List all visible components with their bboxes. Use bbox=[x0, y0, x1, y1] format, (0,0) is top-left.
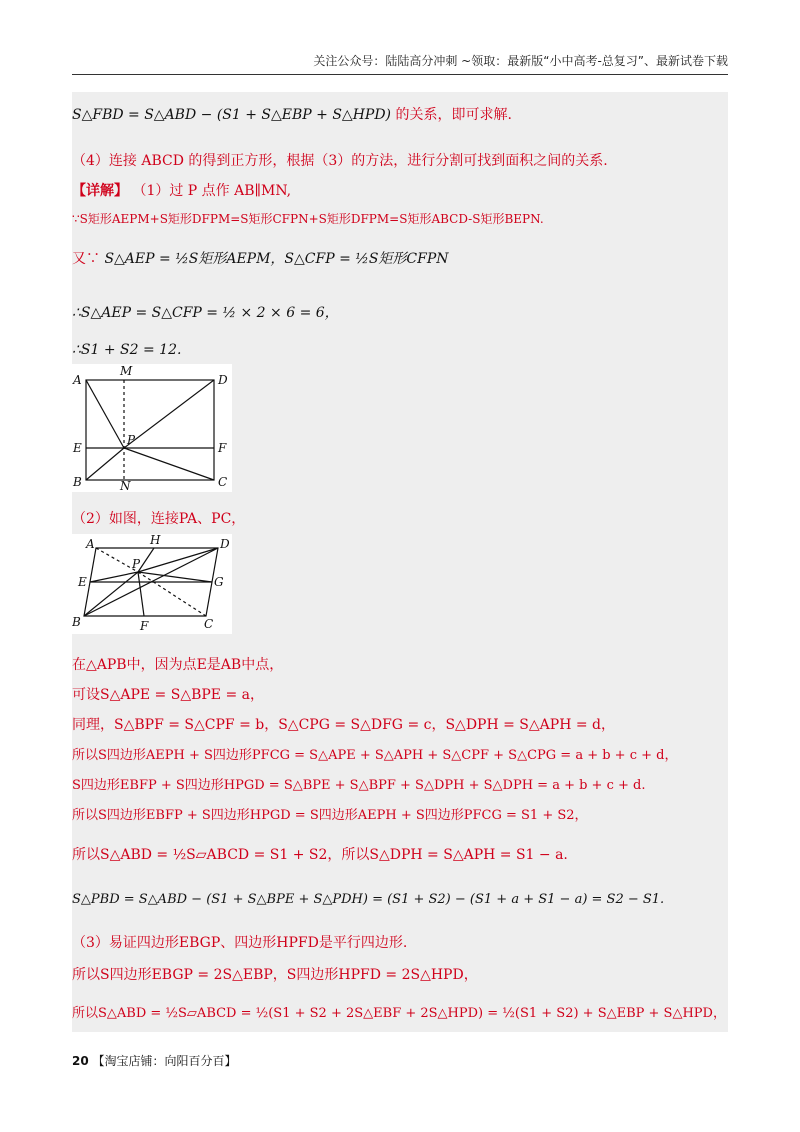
fig1-label-b: B bbox=[73, 475, 82, 489]
fig2-label-b: B bbox=[72, 615, 81, 629]
fig1-label-c: C bbox=[218, 475, 228, 489]
line-1 bbox=[72, 104, 512, 124]
line-8: （2）如图，连接PA、PC， bbox=[72, 511, 246, 527]
fig2-label-c: C bbox=[204, 617, 214, 631]
fig1-label-a: A bbox=[73, 373, 82, 387]
page-header: 关注公众号：陆陆高分冲刺 ~领取：最新版“小中高考-总复习”、最新试卷下载 bbox=[72, 52, 728, 75]
line-1-tail: 的关系，即可求解. bbox=[395, 107, 512, 123]
line-14: 所以S四边形EBFP + S四边形HPGD = S四边形AEPH + S四边形PFCG = S1 + S2， bbox=[72, 808, 588, 823]
fig2-label-p: P bbox=[132, 557, 141, 571]
line-11: 同理，S△BPF = S△CPF = b，S△CPG = S△DFG = c，S△DPH = S△APH = d， bbox=[72, 717, 615, 733]
line-12: 所以S四边形AEPH + S四边形PFCG = S△APE + S△APH + S△CPF + S△CPG = a + b + c + d， bbox=[72, 748, 678, 763]
line-13: S四边形EBFP + S四边形HPGD = S△BPE + S△BPF + S△DPH + S△DPH = a + b + c + d. bbox=[72, 778, 646, 793]
line-9: 在△APB中，因为点E是AB中点， bbox=[72, 657, 284, 673]
line-6: ∴S△AEP = S△CFP = ½ × 2 × 6 = 6， bbox=[72, 305, 339, 321]
line-15: 所以S△ABD = ½S▱ABCD = S1 + S2，所以S△DPH = S△APH = S1 − a. bbox=[72, 847, 568, 863]
formula-sfbd: S△FBD = S△ABD − (S1 + S△EBP + S△HPD) bbox=[72, 107, 392, 123]
figure-rectangle-abcd bbox=[72, 364, 232, 492]
line-16: S△PBD = S△ABD − (S1 + S△BPE + S△PDH) = (S1 + S2) − (S1 + a + S1 − a) = S2 − S1. bbox=[72, 892, 665, 907]
fig2-label-h: H bbox=[150, 534, 161, 547]
solution-content bbox=[72, 92, 728, 1032]
fig2-label-a: A bbox=[86, 537, 95, 551]
line-17: （3）易证四边形EBGP、四边形HPFD是平行四边形. bbox=[72, 935, 408, 951]
line-7: ∴S1 + S2 = 12. bbox=[72, 342, 182, 358]
fig2-label-d: D bbox=[220, 537, 230, 551]
detail-text: （1）过 P 点作 AB∥MN, bbox=[132, 183, 292, 199]
fig2-label-g: G bbox=[214, 575, 224, 589]
line-5 bbox=[72, 248, 449, 268]
line-4: ∵S矩形AEPM+S矩形DFPM=S矩形CFPN+S矩形DFPM=S矩形ABCD-S矩形BEPN. bbox=[72, 212, 544, 226]
figure-parallelogram-abcd bbox=[72, 534, 232, 634]
fig1-label-n: N bbox=[120, 479, 131, 492]
line-19: 所以S△ABD = ½S▱ABCD = ½(S1 + S2 + 2S△EBF + 2S△HPD) = ½(S1 + S2) + S△EBP + S△HPD， bbox=[72, 1006, 726, 1021]
fig1-label-p: P bbox=[127, 433, 136, 447]
line-3 bbox=[72, 180, 291, 200]
shop-name: 【淘宝店铺：向阳百分百】 bbox=[92, 1054, 237, 1068]
line-5-formula: S△AEP = ½S矩形AEPM，S△CFP = ½S矩形CFPN bbox=[104, 251, 449, 267]
fig1-label-m: M bbox=[120, 364, 133, 378]
fig2-label-f: F bbox=[140, 619, 149, 633]
page-footer bbox=[72, 1052, 237, 1069]
line-18: 所以S四边形EBGP = 2S△EBP，S四边形HPFD = 2S△HPD， bbox=[72, 967, 478, 983]
line-2: （4）连接 ABCD 的得到正方形，根据（3）的方法，进行分割可找到面积之间的关系. bbox=[72, 153, 608, 169]
fig2-label-e: E bbox=[78, 575, 87, 589]
fig1-label-f: F bbox=[218, 441, 227, 455]
page-number: 20 bbox=[72, 1054, 89, 1068]
line-5-prefix: 又∵ bbox=[72, 251, 100, 267]
fig1-label-d: D bbox=[218, 373, 228, 387]
line-10: 可设S△APE = S△BPE = a， bbox=[72, 687, 265, 703]
fig1-label-e: E bbox=[73, 441, 82, 455]
detail-tag: 【详解】 bbox=[72, 183, 128, 199]
